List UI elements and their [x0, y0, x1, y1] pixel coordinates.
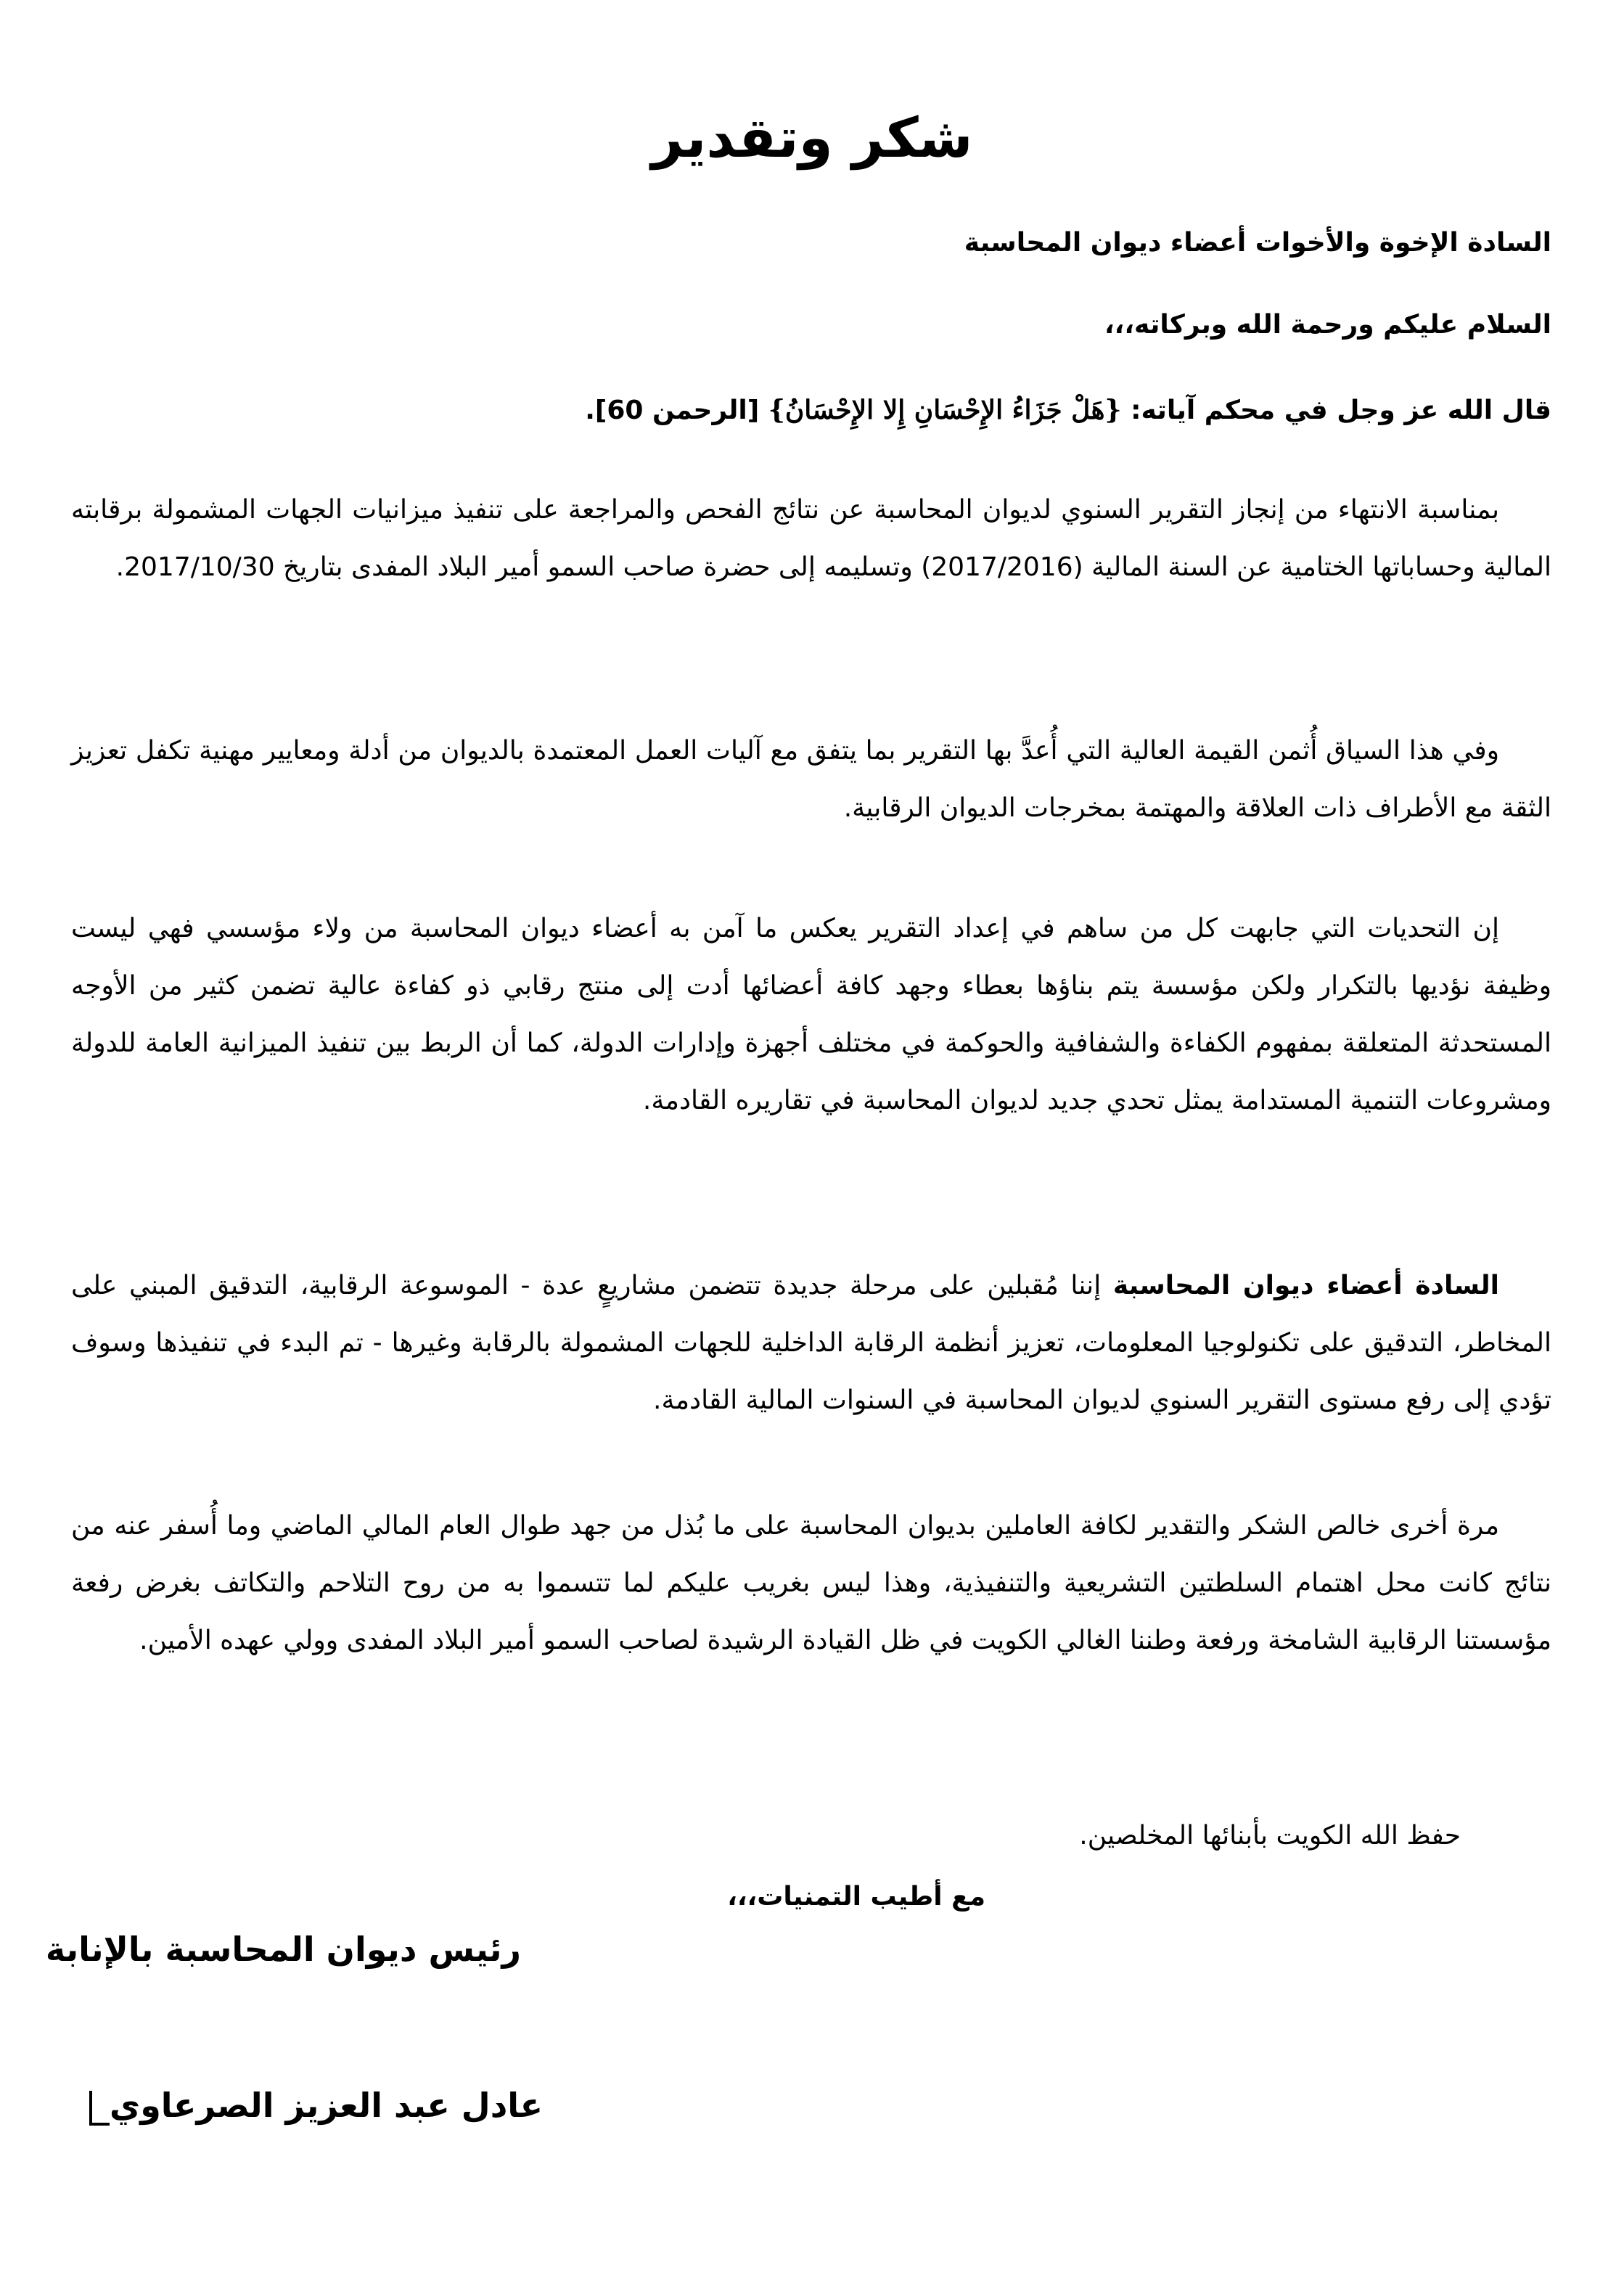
- greeting: السلام عليكم ورحمة الله وبركاته،،،: [1104, 310, 1551, 340]
- verse-reference: [الرحمن 60].: [585, 396, 768, 425]
- signatory-name: عادل عبد العزيز الصرعاوي: [110, 2086, 543, 2125]
- salutation: السادة الإخوة والأخوات أعضاء ديوان المحاسبة: [964, 228, 1551, 258]
- quran-verse-line: [71, 388, 1551, 433]
- paragraph-4-bold-lead: السادة أعضاء ديوان المحاسبة: [1112, 1271, 1499, 1300]
- paragraph-1: بمناسبة الانتهاء من إنجاز التقرير السنوي لديوان المحاسبة عن نتائج الفحص والمراجعة على تنفيذ ميزانيات الجهات المشمولة برقابته المالية وحساباتها الختامية عن السنة المالية (2017/2016) وتسليمه إلى حضرة صاحب السمو أمير البلاد المفدى بتاريخ 2017/10/30.: [71, 495, 1551, 582]
- signatory-name-line: [0, 2080, 1624, 2131]
- verse-intro: قال الله عز وجل في محكم آياته:: [1121, 396, 1551, 425]
- letter-title: شكر وتقدير: [651, 105, 973, 170]
- paragraph-4: السادة أعضاء ديوان المحاسبة إننا مُقبلين على مرحلة جديدة تتضمن مشاريعٍ عدة - الموسوعة الرقابية، التدقيق المبني على المخاطر، التدقيق على تكنولوجيا المعلومات، تعزيز أنظمة الرقابة الداخلية للجهات المشمولة بالرقابة وغيرها - تم البدء في تنفيذها وسوف تؤدي إلى رفع مستوى التقرير السنوي لديوان المحاسبة في السنوات المالية القادمة.: [71, 1271, 1551, 1415]
- paragraph-2: وفي هذا السياق أُثمن القيمة العالية التي أُعدَّ بها التقرير بما يتفق مع آليات العمل المعتمدة بالديوان من أدلة ومعايير مهنية تكفل تعزيز الثقة مع الأطراف ذات العلاقة والمهتمة بمخرجات الديوان الرقابية.: [71, 736, 1551, 823]
- paragraph-3: إن التحديات التي جابهت كل من ساهم في إعداد التقرير يعكس ما آمن به أعضاء ديوان المحاسبة من ولاء مؤسسي فهي ليست وظيفة نؤديها بالتكرار ولكن مؤسسة يتم بناؤها بعطاء وجهد كافة أعضائها أدت إلى منتج رقابي ذو كفاءة عالية تضمن كثير من الأوجه المستحدثة المتعلقة بمفهوم الكفاءة والشفافية والحوكمة في مختلف أجهزة وإدارات الدولة، كما أن الربط بين تنفيذ الميزانية العامة للدولة ومشروعات التنمية المستدامة يمثل تحدي جديد لديوان المحاسبة في تقاريره القادمة.: [71, 914, 1551, 1115]
- closing-prayer: حفظ الله الكويت بأبنائها المخلصين.: [1079, 1821, 1461, 1851]
- paragraph-5: مرة أخرى خالص الشكر والتقدير لكافة العاملين بديوان المحاسبة على ما بُذل من جهد طوال العام المالي الماضي وما أُسفر عنه من نتائج كانت محل اهتمام السلطتين التشريعية والتنفيذية، وهذا ليس بغريب عليكم لما تتسموا به من روح التلاحم والتكاتف بغرض رفعة مؤسستنا الرقابية الشامخة ورفعة وطننا الغالي الكويت في ظل القيادة الرشيدة لصاحب السمو أمير البلاد المفدى وولي عهده الأمين.: [71, 1511, 1551, 1655]
- signature-mark: [89, 2091, 110, 2126]
- regards: مع أطيب التمنيات،،،: [727, 1882, 985, 1912]
- signatory-position: رئيس ديوان المحاسبة بالإنابة: [45, 1930, 521, 1969]
- verse-text: {هَلْ جَزَاءُ الإِحْسَانِ إِلا الإِحْسَانُ}: [768, 395, 1122, 425]
